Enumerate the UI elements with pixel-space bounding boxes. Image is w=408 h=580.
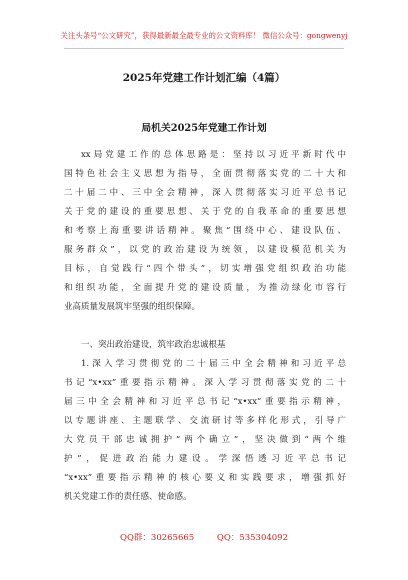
paragraph-line: 1.深入学习贯彻党的二十届三中全会精神和习近平总 — [81, 359, 346, 369]
paragraph-line: 届三中全会精神和习近平总书记“x•xx”重要指示精神， — [64, 397, 346, 407]
header-note: 关注头条号“公文研究”，获得最新最全最专业的公文资料库！ 微信公众号：gongwenyj — [60, 31, 348, 40]
paragraph-line: 大党员干部忠诚拥护“两个确立”，坚决做到“两个维 — [64, 435, 346, 445]
footer-contact — [0, 531, 408, 543]
paragraph-line: “x•xx”重要指示精神的核心要义和实践要求，增强抓好 — [64, 473, 346, 483]
heading-political-building — [64, 336, 346, 355]
paragraph-line: 国特色社会主义思想为指导，全面贯彻落实党的二十大和 — [64, 169, 346, 179]
paragraph-line: 业高质量发展筑牢坚强的组织保障。 — [64, 302, 201, 312]
section-title: 局机关2025年党建工作计划 — [141, 123, 267, 134]
paragraph-line: 和考察上海重要讲话精神。聚焦“围绕中心、建设队伍、 — [64, 226, 346, 236]
paragraph-line: 服务群众”，以党的政治建设为统领，以建设模范机关为 — [64, 245, 346, 255]
paragraph-line: 书记“x•xx”重要指示精神。深入学习贯彻落实党的二十 — [64, 378, 346, 388]
paragraph-line: 以专题讲座、主题联学、交流研讨等多样化形式，引导广 — [64, 416, 346, 426]
heading-text: 一、突出政治建设，筑牢政治忠诚根基 — [81, 340, 226, 350]
paragraph-line: 机关党建工作的责任感、使命感。 — [64, 492, 192, 502]
footer-qq-group: QQ群：30265665 — [119, 533, 195, 543]
paragraph-overview — [64, 146, 346, 317]
paragraph-line: 关于党的建设的重要思想、关于党的自我革命的重要思想 — [64, 207, 346, 217]
paragraph-item-1 — [64, 355, 346, 507]
footer-qq-number: QQ：535304092 — [216, 533, 288, 543]
document-title: 2025年党建工作计划汇编（4篇） — [122, 72, 286, 84]
paragraph-line: 目标，自觉践行“四个带头”，切实增强党组织政治功能 — [64, 264, 346, 274]
paragraph-line: 二十届二中、三中全会精神，深入贯彻落实习近平总书记 — [64, 188, 346, 198]
paragraph-line: 护”，促进政治能力建设。学深悟透习近平总书记 — [64, 454, 346, 464]
paragraph-line: xx局党建工作的总体思路是：坚持以习近平新时代中 — [81, 150, 346, 160]
paragraph-line: 和组织功能，全面提升党的建设质量，为推动绿化市容行 — [64, 283, 346, 293]
header-divider — [64, 48, 344, 49]
